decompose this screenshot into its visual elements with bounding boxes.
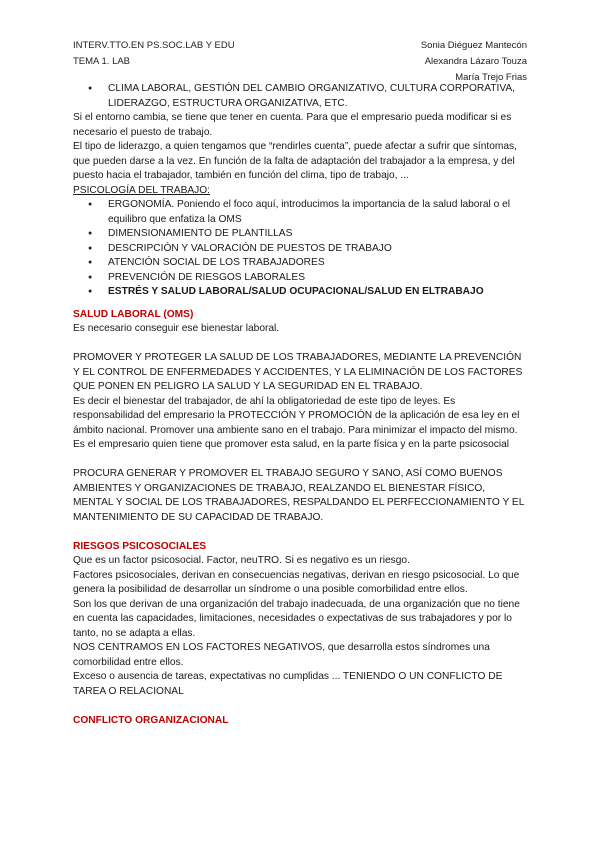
list-item: ● CLIMA LABORAL, GESTIÓN DEL CAMBIO ORGANIZATIVO, CULTURA CORPORATIVA, LIDERAZGO, ESTRUCTURA ORGANIZATIVA, ETC. [108,82,528,111]
paragraph: Son los que derivan de una organización del trabajo inadecuada, de una organización que no tiene en cuenta las capacidades, limitaciones, necesidades o expectativas de sus trabajadores y por lo tanto, no se adapta a ellas. [73,598,520,639]
paragraph: Es el empresario quien tiene que promover esta salud, en la parte física y en la parte psicosocial [73,439,510,450]
header-left [73,38,235,70]
author-name: Sonia Diéguez Mantecón [420,40,527,51]
paragraph: Es necesario conseguir ese bienestar laboral. [73,323,280,334]
list-item: ● ATENCIÓN SOCIAL DE LOS TRABAJADORES [108,256,528,271]
author-name: María Trejo Frias [455,72,527,83]
paragraph: NOS CENTRAMOS EN LOS FACTORES NEGATIVOS, que desarrolla estos síndromes una comorbilidad entre ellos. [73,642,490,668]
paragraph: PROMOVER Y PROTEGER LA SALUD DE LOS TRABAJADORES, MEDIANTE LA PREVENCIÓN Y EL CONTROL DE ENFERMEDADES Y ACCIDENTES, Y LA ELIMINACIÓN DE LOS FACTORES QUE PONEN EN PELIGRO LA SALUD Y LA SEGURIDAD EN EL TRABAJO. [73,352,523,392]
section-heading-psicologia: PSICOLOGÍA DEL TRABAJO: [73,184,211,196]
section-heading-riesgos: RIESGOS PSICOSOCIALES [73,540,207,552]
header-right [421,38,527,86]
list-item: ● DIMENSIONAMIENTO DE PLANTILLAS [108,227,528,242]
paragraph: Si el entorno cambia, se tiene que tener en cuenta. Para que el empresario pueda modificar si es necesario el puesto de trabajo. [73,112,512,138]
paragraph: Factores psicosociales, derivan en consecuencias negativas, derivan en riesgo psicosocial. Lo que genera la posibilidad de desarrollar un síndrome o una posible comorbilidad entre ellos. [73,569,520,595]
section-heading-conflicto: CONFLICTO ORGANIZACIONAL [73,714,229,726]
paragraph: Exceso o ausencia de tareas, expectativas no cumplidas ... TENIENDO O UN CONFLICTO DE TAREA O RELACIONAL [73,671,503,697]
section-heading-salud: SALUD LABORAL (OMS) [73,308,194,320]
list-item: ● DESCRIPCIÓN Y VALORACIÓN DE PUESTOS DE TRABAJO [108,242,528,257]
paragraph: El tipo de liderazgo, a quien tengamos que “rendirles cuenta”, puede afectar a sufrir que síntomas, que pueden darse a la vez. En función de la falta de adaptación del trabajador a la empresa, y del puesto hacia el trabajador, también en función del clima, tipo de trabajo, ... [73,141,517,181]
paragraph: PROCURA GENERAR Y PROMOVER EL TRABAJO SEGURO Y SANO, ASÍ COMO BUENOS AMBIENTES Y ORGANIZACIONES DE TRABAJO, REALZANDO EL BIENESTAR FÍSICO, MENTAL Y SOCIAL DE LOS TRABAJADORES, RESPALDANDO EL PERFECCIONAMIENTO Y EL MANTENIMIENTO DE SU CAPACIDAD DE TRABAJO. [73,468,525,523]
list-item: ● PREVENCIÓN DE RIESGOS LABORALES [108,271,528,286]
author-name: Alexandra Lázaro Touza [424,56,527,67]
paragraph: Es decir el bienestar del trabajador, de ahí la obligatoriedad de este tipo de leyes. Es responsabilidad del empresario la PROTECCIÓN Y PROMOCIÓN de la aplicación de esa ley en el ámbito nacional. Promover una ambiente sano en el trabajo. Para minimizar el impacto del mismo. [73,395,520,436]
topic-title: TEMA 1. LAB [73,56,131,67]
course-title: INTERV.TTO.EN PS.SOC.LAB Y EDU [73,40,235,51]
paragraph: Que es un factor psicosocial. Factor, neuTRO. Si es negativo es un riesgo. [73,555,410,566]
intro-bullet-list [73,82,528,111]
list-item-bold: ● ESTRÉS Y SALUD LABORAL/SALUD OCUPACIONAL/SALUD EN ELTRABAJO [108,285,528,300]
document-body [73,82,528,728]
psicologia-list [73,198,528,300]
list-item: ● ERGONOMÍA. Poniendo el foco aquí, introducimos la importancia de la salud laboral o el equilibro que enfatiza la OMS [108,198,528,227]
